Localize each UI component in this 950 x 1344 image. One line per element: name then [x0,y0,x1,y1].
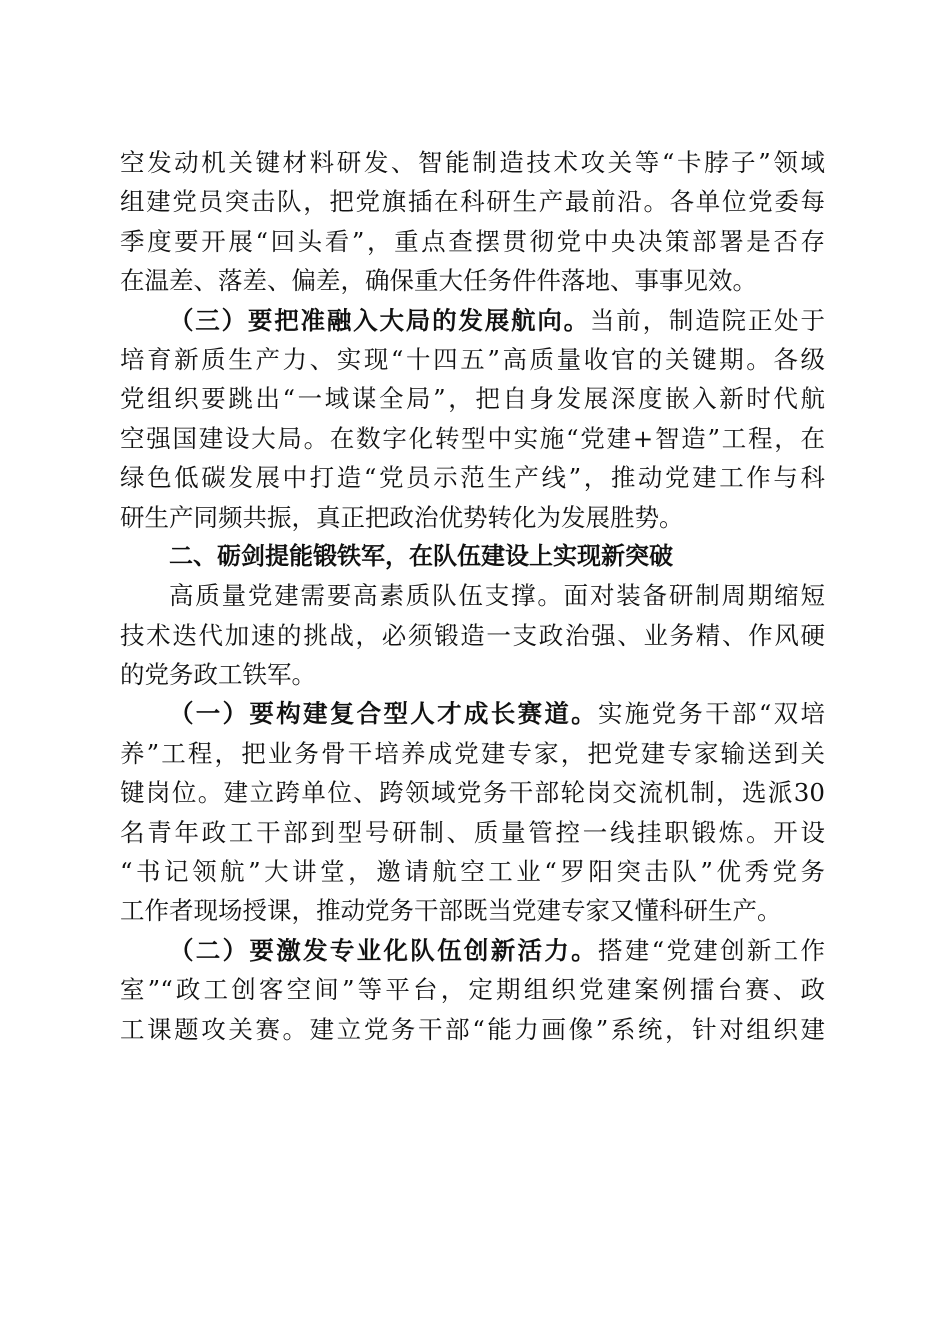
paragraph [120,931,825,1049]
text-line: 高质量党建需要高素质队伍支撑。面对装备研制周期缩短 [169,581,825,611]
text-line: 键岗位。建立跨单位、跨领域党务干部轮岗交流机制，选派30 [120,778,825,808]
text-line: 养”工程，把业务骨干培养成党建专家，把党建专家输送到关 [120,738,825,768]
text-line: 党组织要跳出“一域谋全局”，把自身发展深度嵌入新时代航 [120,384,825,414]
text-line: 室”“政工创客空间”等平台，定期组织党建案例擂台赛、政 [120,975,825,1005]
text-span: 实施党务干部“双培 [597,699,825,729]
text-line: “书记领航”大讲堂，邀请航空工业“罗阳突击队”优秀党务 [120,857,825,887]
document-page [120,143,825,1049]
text-line: 空发动机关键材料研发、智能制造技术攻关等“卡脖子”领域 [120,148,825,177]
text-span: 当前，制造院正处于 [590,305,825,335]
text-line [120,301,825,340]
paragraph [120,576,825,694]
text-line: 空强国建设大局。在数字化转型中实施“党建+智造”工程，在 [120,423,825,453]
subsection-lead: （一）要构建复合型人才成长赛道。 [169,699,598,729]
text-line: 的党务政工铁军。 [120,660,316,690]
text-line [120,931,825,970]
text-span: 搭建“党建创新工作 [597,935,825,965]
text-line: 季度要开展“回头看”，重点查摆贯彻党中央决策部署是否存 [120,226,825,256]
text-line: 工课题攻关赛。建立党务干部“能力画像”系统，针对组织建 [120,1014,825,1044]
text-line: 研生产同频共振，真正把政治优势转化为发展胜势。 [120,502,684,532]
paragraph [120,143,825,301]
text-line: 技术迭代加速的挑战，必须锻造一支政治强、业务精、作风硬 [120,620,825,650]
subsection-lead: （三）要把准融入大局的发展航向。 [169,305,590,335]
paragraph [120,694,825,930]
text-line: 培育新质生产力、实现“十四五”高质量收官的关键期。各级 [120,344,825,374]
subsection-lead: （二）要激发专业化队伍创新活力。 [169,935,598,965]
text-line: 绿色低碳发展中打造“党员示范生产线”，推动党建工作与科 [120,463,825,493]
text-line [120,694,825,733]
text-line: 在温差、落差、偏差，确保重大任务件件落地、事事见效。 [120,266,757,296]
paragraph [120,301,825,537]
section-heading: 二、砺剑提能锻铁军，在队伍建设上实现新突破 [169,541,673,570]
text-line: 工作者现场授课，推动党务干部既当党建专家又懂科研生产。 [120,896,782,926]
text-line: 组建党员突击队，把党旗插在科研生产最前沿。各单位党委每 [120,187,825,217]
text-line: 名青年政工干部到型号研制、质量管控一线挂职锻炼。开设 [120,817,825,847]
section-heading-block [120,537,825,576]
